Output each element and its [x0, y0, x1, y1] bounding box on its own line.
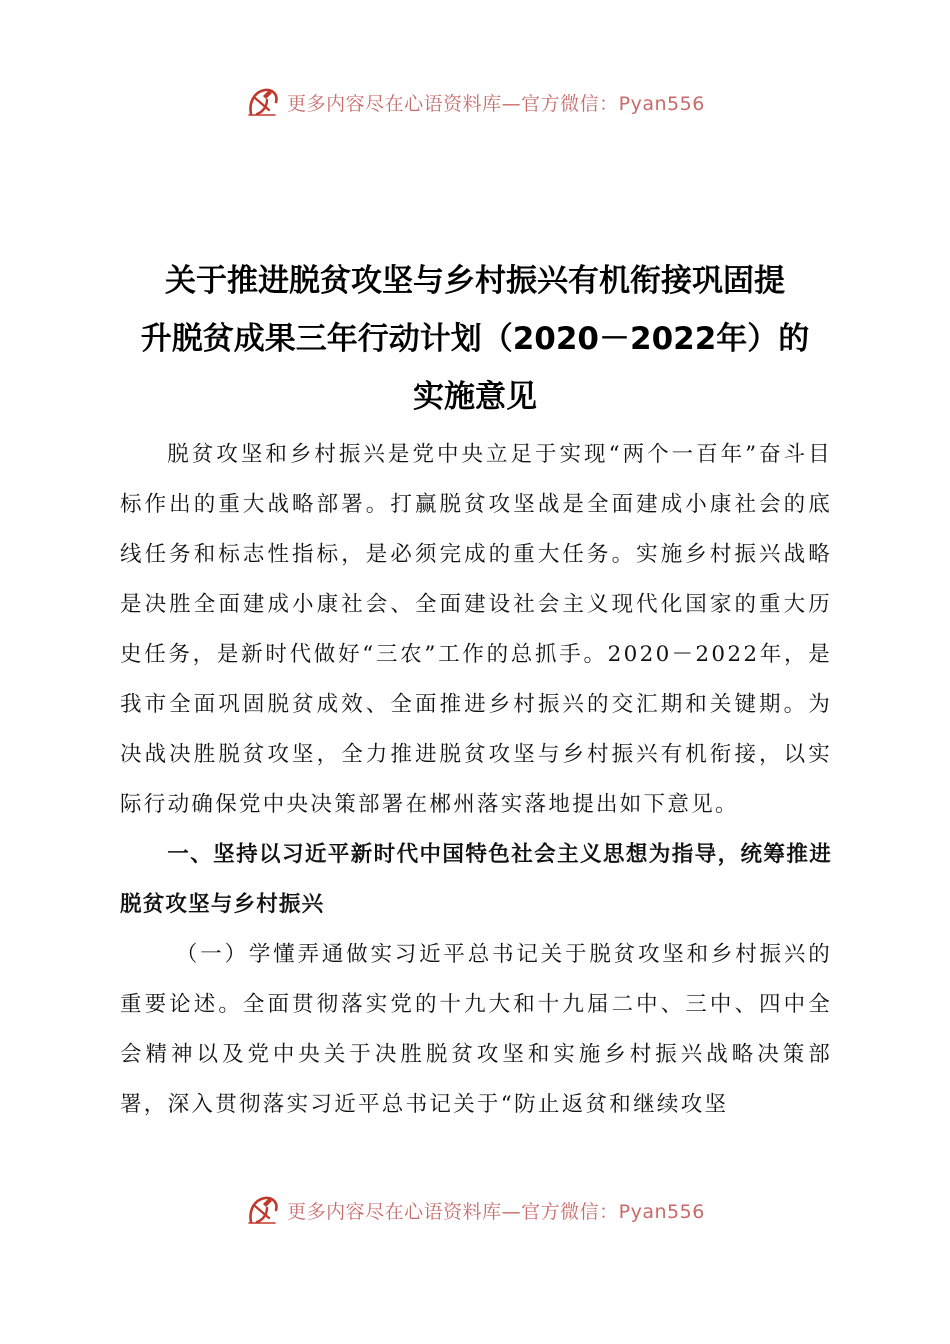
footer-watermark — [0, 1190, 950, 1230]
document-body — [120, 430, 832, 1130]
brand-logo-icon — [245, 84, 281, 120]
watermark-text: 更多内容尽在心语资料库—官方微信：Pyan556 — [287, 92, 705, 115]
document-title — [110, 252, 840, 426]
section-1-item-1: （一）学懂弄通做实习近平总书记关于脱贫攻坚和乡村振兴的重要论述。全面贯彻落实党的十九大和十九届二中、三中、四中全会精神以及党中央关于决胜脱贫攻坚和实施乡村振兴战略决策部署，深入贯彻落实习近平总书记关于“防止返贫和继续攻坚 — [120, 942, 832, 1117]
title-line-3: 实施意见 — [413, 379, 537, 415]
header-watermark — [0, 82, 950, 122]
title-line-1: 关于推进脱贫攻坚与乡村振兴有机衔接巩固提 — [165, 263, 785, 299]
title-line-2: 升脱贫成果三年行动计划（2020－2022年）的 — [140, 321, 810, 357]
section-heading-1: 一、坚持以习近平新时代中国特色社会主义思想为指导，统筹推进脱贫攻坚与乡村振兴 — [120, 842, 832, 917]
watermark-text: 更多内容尽在心语资料库—官方微信：Pyan556 — [287, 1200, 705, 1223]
intro-paragraph: 脱贫攻坚和乡村振兴是党中央立足于实现“两个一百年”奋斗目标作出的重大战略部署。打赢脱贫攻坚战是全面建成小康社会的底线任务和标志性指标，是必须完成的重大任务。实施乡村振兴战略是决胜全面建成小康社会、全面建设社会主义现代化国家的重大历史任务，是新时代做好“三农”工作的总抓手。2020－2022年，是我市全面巩固脱贫成效、全面推进乡村振兴的交汇期和关键期。为决战决胜脱贫攻坚，全力推进脱贫攻坚与乡村振兴有机衔接，以实际行动确保党中央决策部署在郴州落实落地提出如下意见。 — [120, 442, 832, 817]
brand-logo-icon — [245, 1192, 281, 1228]
